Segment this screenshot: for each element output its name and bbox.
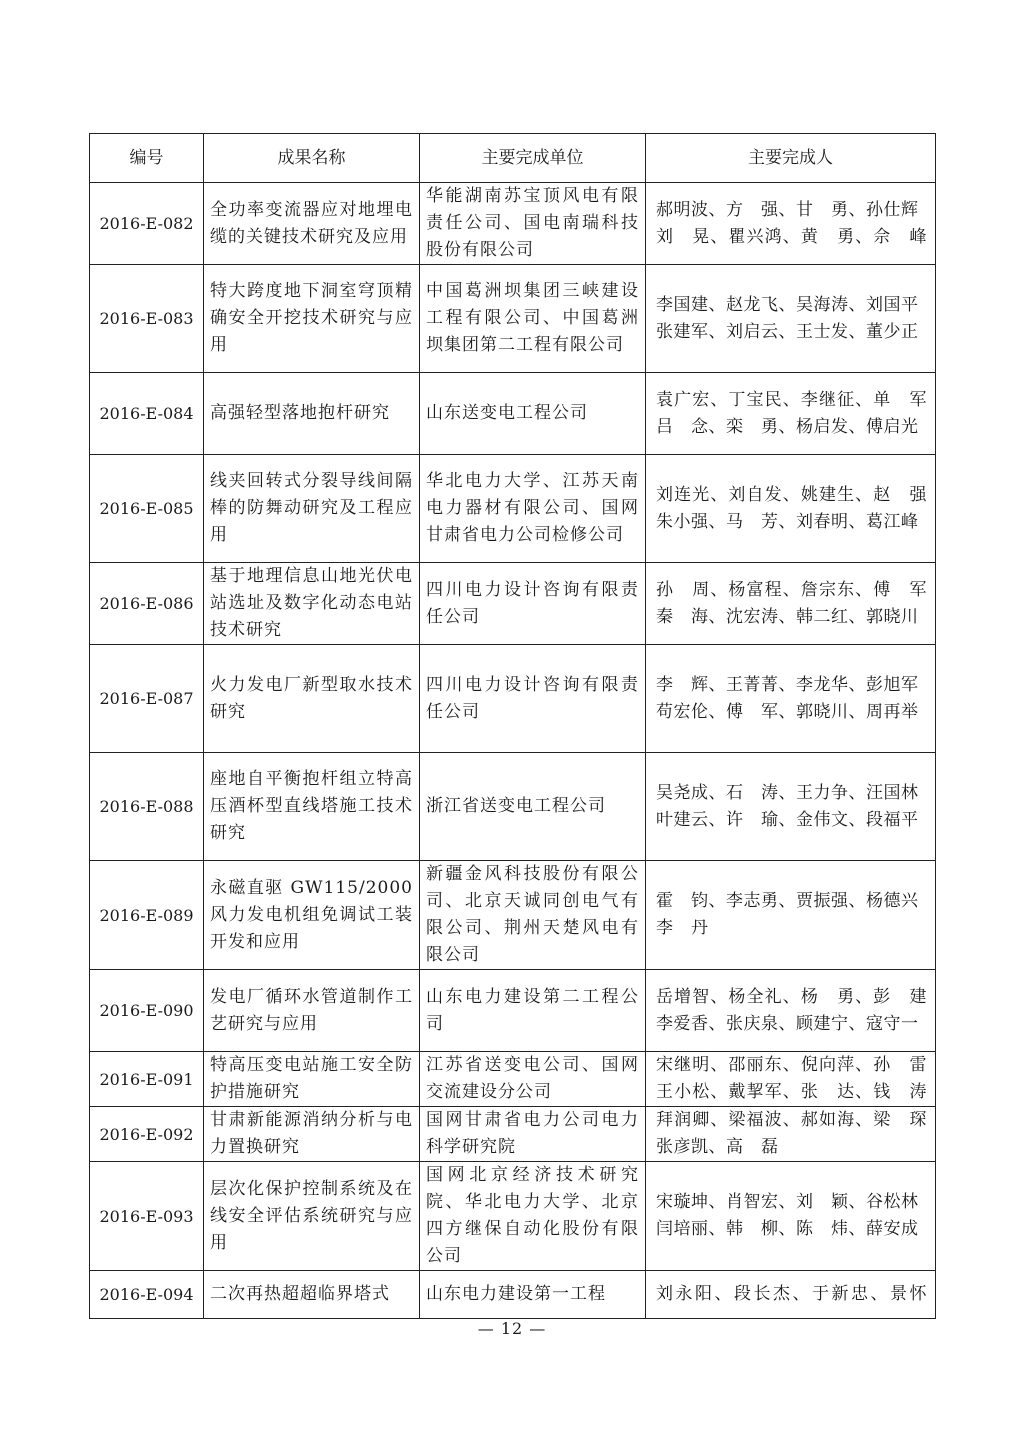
page-number: — 12 — [477,1319,547,1338]
row-people [646,753,936,861]
row-name: 特高压变电站施工安全防护措施研究 [204,1052,420,1107]
people-line: 郝明波、方 强、甘 勇、孙仕辉 [656,199,919,220]
row-people [646,861,936,970]
people-line: 宋继明、邵丽东、倪向萍、孙 雷 [656,1055,927,1075]
people-line: 岳增智、杨全礼、杨 勇、彭 建 [656,986,927,1007]
row-name: 永磁直驱 GW115/2000 风力发电机组免调试工装开发和应用 [204,861,420,970]
row-people [646,970,936,1052]
row-code: 2016-E-092 [90,1107,204,1162]
row-code: 2016-E-089 [90,861,204,970]
people-line: 霍 钧、李志勇、贾振强、杨德兴 [656,891,919,911]
row-code: 2016-E-091 [90,1052,204,1107]
table-row [90,265,936,373]
header-people: 主要完成人 [646,134,936,183]
row-unit: 华北电力大学、江苏天南电力器材有限公司、国网甘肃省电力公司检修公司 [420,455,646,563]
row-unit: 新疆金风科技股份有限公司、北京天诚同创电气有限公司、荆州天楚风电有限公司 [420,861,646,970]
table-header-row [90,134,936,183]
row-name: 甘肃新能源消纳分析与电力置换研究 [204,1107,420,1162]
people-line: 李国建、赵龙飞、吴海涛、刘国平 [656,294,919,315]
table-row [90,970,936,1052]
people-line: 李 辉、王菁菁、李龙华、彭旭军 [656,674,919,695]
row-name: 火力发电厂新型取水技术研究 [204,645,420,753]
row-unit: 浙江省送变电工程公司 [420,753,646,861]
row-people [646,1107,936,1162]
row-code: 2016-E-088 [90,753,204,861]
row-unit: 四川电力设计咨询有限责任公司 [420,645,646,753]
people-line: 张彦凯、高 磊 [656,1137,779,1157]
people-line: 王小松、戴挈军、张 达、钱 涛 [656,1082,927,1102]
people-line: 叶建云、许 瑜、金伟文、段福平 [656,809,919,830]
people-line: 秦 海、沈宏涛、韩二红、郭晓川 [656,606,919,627]
row-people [646,183,936,265]
people-line: 宋璇坤、肖智宏、刘 颖、谷松林 [656,1192,919,1212]
row-unit: 国网北京经济技术研究院、华北电力大学、北京四方继保自动化股份有限公司 [420,1162,646,1271]
people-line: 吕 念、栾 勇、杨启发、傅启光 [656,416,919,437]
row-name: 层次化保护控制系统及在线安全评估系统研究与应用 [204,1162,420,1271]
row-unit: 华能湖南苏宝顶风电有限责任公司、国电南瑞科技股份有限公司 [420,183,646,265]
people-line: 拜润卿、梁福波、郝如海、梁 琛 [656,1110,927,1130]
table-row [90,861,936,970]
people-line: 苟宏伦、傅 军、郭晓川、周再举 [656,701,919,722]
header-code: 编号 [90,134,204,183]
row-unit: 山东送变电工程公司 [420,373,646,455]
row-name: 座地自平衡抱杆组立特高压酒杯型直线塔施工技术研究 [204,753,420,861]
row-name: 基于地理信息山地光伏电站选址及数字化动态电站技术研究 [204,563,420,645]
people-line: 袁广宏、丁宝民、李继征、单 军 [656,389,927,410]
table-row [90,183,936,265]
row-code: 2016-E-094 [90,1271,204,1319]
row-name: 高强轻型落地抱杆研究 [204,373,420,455]
people-line: 朱小强、马 芳、刘春明、葛江峰 [656,511,919,532]
people-line: 李爱香、张庆泉、顾建宁、寇守一 [656,1013,919,1034]
table-row [90,455,936,563]
row-name: 二次再热超超临界塔式 [204,1271,420,1319]
results-table [89,133,936,1319]
table-row [90,753,936,861]
table-row [90,1162,936,1271]
table-row [90,645,936,753]
row-people [646,1052,936,1107]
table-row [90,373,936,455]
row-code: 2016-E-085 [90,455,204,563]
row-code: 2016-E-093 [90,1162,204,1271]
row-people [646,1162,936,1271]
row-code: 2016-E-090 [90,970,204,1052]
row-unit: 江苏省送变电公司、国网交流建设分公司 [420,1052,646,1107]
table-row [90,1052,936,1107]
table-row [90,1271,936,1319]
row-people [646,1271,936,1319]
table-row [90,1107,936,1162]
row-unit: 山东电力建设第二工程公司 [420,970,646,1052]
header-unit: 主要完成单位 [420,134,646,183]
row-unit: 国网甘肃省电力公司电力科学研究院 [420,1107,646,1162]
people-line: 吴尧成、石 涛、王力争、汪国林 [656,782,919,803]
table-row [90,563,936,645]
people-line: 孙 周、杨富程、詹宗东、傅 军 [656,579,927,600]
row-name: 发电厂循环水管道制作工艺研究与应用 [204,970,420,1052]
row-name: 线夹回转式分裂导线间隔棒的防舞动研究及工程应用 [204,455,420,563]
row-code: 2016-E-083 [90,265,204,373]
row-code: 2016-E-082 [90,183,204,265]
people-line: 刘连光、刘自发、姚建生、赵 强 [656,484,927,505]
people-line: 刘 晃、瞿兴鸿、黄 勇、佘 峰 [656,226,927,247]
people-line: 张建军、刘启云、王士发、董少正 [656,321,919,342]
row-name: 特大跨度地下洞室穹顶精确安全开挖技术研究与应用 [204,265,420,373]
row-people [646,455,936,563]
people-line: 闫培丽、韩 柳、陈 炜、薛安成 [656,1219,919,1239]
people-line: 刘永阳、段长杰、于新忠、景怀 [656,1284,927,1304]
row-people [646,645,936,753]
row-unit: 山东电力建设第一工程 [420,1271,646,1319]
row-code: 2016-E-084 [90,373,204,455]
row-name: 全功率变流器应对地埋电缆的关键技术研究及应用 [204,183,420,265]
people-line: 李 丹 [656,918,709,938]
row-unit: 四川电力设计咨询有限责任公司 [420,563,646,645]
row-code: 2016-E-087 [90,645,204,753]
row-people [646,265,936,373]
row-code: 2016-E-086 [90,563,204,645]
row-people [646,373,936,455]
header-name: 成果名称 [204,134,420,183]
row-unit: 中国葛洲坝集团三峡建设工程有限公司、中国葛洲坝集团第二工程有限公司 [420,265,646,373]
row-people [646,563,936,645]
